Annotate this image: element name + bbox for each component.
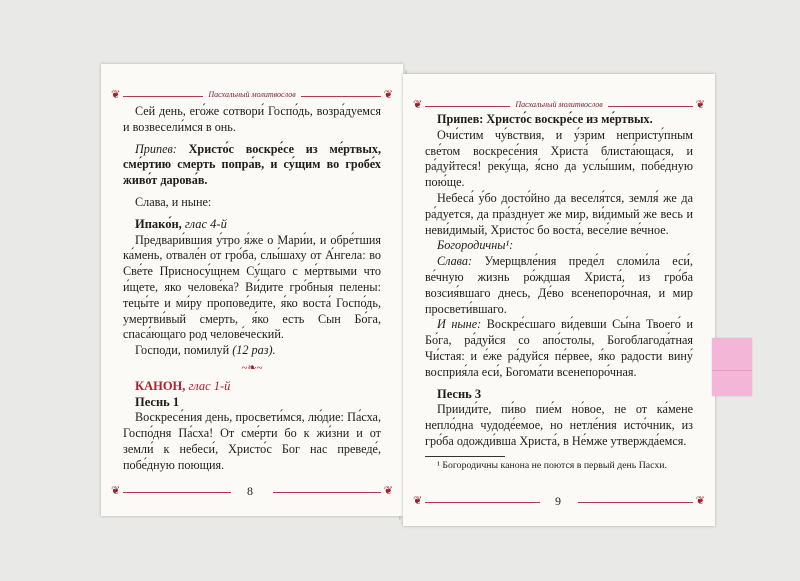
bogorodichny-label: Богородичны¹: [437, 238, 514, 253]
page-number: 8 [247, 484, 253, 498]
running-head: Пасхальный молитвослов [515, 100, 603, 109]
ipakoi-text: Предвари́вшия у́тро я́же о Мари́и, и обре́тшия ка́мень, отвале́н от гро́ба, слы́шаху от А́нгела: во Све́те Присносу́щнем Су́щаго с ме́ртвыми что и́щете, яко челове́ка? Ви́дите гро́бныя пелены: тецы́те и ми́ру пропове́дите, я́ко воста́ Госпо́дь, умертви́вый смерть, я́ко есть Сын Бо́га, спаса́ющаго род челове́ческий. [123, 232, 381, 342]
slava-text: Умерщвле́ния преде́л сломи́ла еси́, ве́чную жизнь ро́ждшая Христа́, из гро́ба возсия́вшаго днесь, Де́во всенепоро́чная, и мир просвети́вшаго. [425, 254, 694, 316]
kanon-heading [123, 379, 381, 395]
ornament-icon: ❦ [695, 99, 705, 111]
bogorodichny-heading [425, 238, 693, 254]
sticky-note-tab [712, 338, 752, 396]
ornament-icon: ❦ [695, 495, 705, 507]
pesn3-heading: Песнь 3 [437, 386, 482, 401]
ornament-icon: ❦ [383, 485, 393, 497]
ninye-text: Воскре́сшаго ви́девши Сы́на Твоего́ и Бо́га, ра́дуйся со апо́столы, Богоблагода́тная Чи́стая: и е́же ра́дуйся пе́рвее, я́ко радости вину́ восприя́ла еси́, Богома́ти всенепоро́чная. [425, 317, 693, 379]
gospodi-text: Господи, помилуй [135, 343, 230, 358]
slava-label: Слава: [437, 254, 473, 269]
pesn3-text: Прииди́те, пи́во пие́м но́вое, не от ка́мене непло́дна чудоде́емое, но нетле́ния исто́чник, из гро́ба одожди́вша Христа́, в Не́мже утвержда́емся. [425, 402, 693, 448]
slava-verse [425, 254, 693, 317]
pripev-text: Припев: Христо́с воскре́се из ме́ртвых. [437, 112, 653, 126]
footer-rule-right [273, 492, 381, 493]
ipakoi-title: Ипако́н, [135, 216, 182, 231]
left-page-body [123, 104, 381, 474]
gospodi-count: (12 раз). [232, 343, 276, 358]
ipakoi-glas: глас 4-й [184, 216, 227, 231]
pripev [123, 142, 381, 189]
ornament-icon: ❦ [413, 99, 423, 111]
right-page-body [425, 112, 693, 472]
pripev-text: Христо́с воскре́се из ме́ртвых, сме́ртию смерть попра́в, и су́щим во гробе́х живо́т дарова́в. [123, 141, 382, 188]
footer-rule-left [123, 492, 231, 493]
pesn1-heading: Песнь 1 [135, 394, 180, 409]
left-page [101, 64, 403, 516]
ipakoi-heading [123, 217, 381, 233]
verse-nebesa: Небеса́ у́бо досто́йно да веселя́тся, земля́ же да ра́дуется, да пра́зднует же мир, ви́димый же весь и неви́димый, Христо́с бо воста́, весе́лие ве́чное. [425, 190, 693, 237]
ornament-icon: ❦ [413, 495, 423, 507]
footer-rule-left [425, 502, 540, 503]
kanon-title: КАНОН, [135, 378, 186, 393]
running-head: Пасхальный молитвослов [208, 90, 296, 99]
kanon-glas: глас 1-й [188, 378, 231, 393]
footnote: ¹ Богородичны канона не поются в первый день Пасхи. [437, 459, 667, 471]
footer-rule-right [578, 502, 693, 503]
right-page [403, 74, 715, 526]
page-number: 9 [555, 494, 561, 508]
divider-ornament-icon: ~❧~ [241, 361, 263, 374]
slava-i-nyne: Слава, и ныне: [135, 194, 212, 209]
ninye-verse [425, 317, 693, 380]
ornament-icon: ❦ [111, 485, 121, 497]
verse-sei-den: Сей день, его́же сотвори́ Госпо́дь, возра́дуемся и возвесели́мся в онь. [123, 104, 381, 134]
pripev [425, 112, 693, 128]
footnote-rule [425, 456, 505, 457]
ornament-icon: ❦ [111, 89, 121, 101]
pesn1-text: Воскресе́ния день, просвети́мся, лю́дие: Па́сха, Госпо́дня Па́сха! От сме́рти бо к жи́зни и от земли́ к небеси́, Христо́с Бог нас преведе́, побе́дную поющия. [123, 410, 381, 472]
gospodi-pomilui [123, 343, 381, 359]
verse-ochistim: Очи́стим чу́вствия, и у́зрим непристу́пным све́том воскресе́ния Христа́ блиста́ющася, и ра́дуйтеся! реку́ща, я́сно да услы́шим, побе́дную пою́ще. [425, 127, 693, 190]
pripev-label: Припев: [135, 141, 177, 156]
ornament-icon: ❦ [383, 89, 393, 101]
ninye-label: И ныне: [437, 317, 482, 332]
